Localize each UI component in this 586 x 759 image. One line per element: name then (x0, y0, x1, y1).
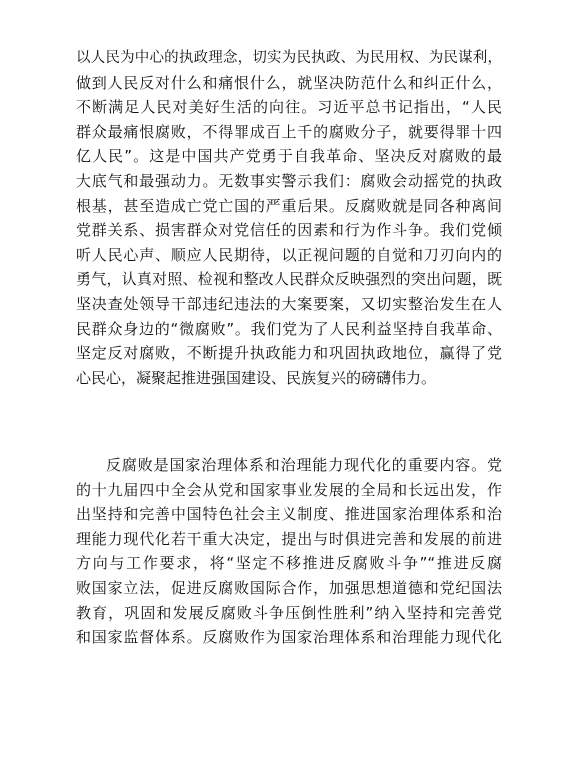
text-line: 根基，甚至造成亡党亡国的严重后果。反腐败就是同各种离间 (76, 196, 502, 215)
text-line: 不断满足人民对美好生活的向往。习近平总书记指出，“人民 (76, 98, 502, 117)
text-line: 党群关系、损害群众对党信任的因素和行为作斗争。我们党倾 (76, 221, 502, 240)
text-line: 民群众身边的“微腐败”。我们党为了人民利益坚持自我革命、 (76, 319, 502, 338)
paragraph-2 (76, 453, 502, 650)
text-line: 反腐败是国家治理体系和治理能力现代化的重要内容。党 (106, 456, 502, 474)
text-line: 坚定反对腐败，不断提升执政能力和巩固执政地位，赢得了党 (76, 344, 502, 363)
text-line: 勇气，认真对照、检视和整改人民群众反映强烈的突出问题，既 (76, 270, 502, 289)
text-line: 坚决查处领导干部违纪违法的大案要案，又切实整治发生在人 (76, 294, 502, 313)
text-line: 以人民为中心的执政理念，切实为民执政、为民用权、为民谋利， (76, 50, 502, 66)
text-line: 方向与工作要求，将“坚定不移推进反腐败斗争”“推进反腐 (76, 554, 502, 573)
text-line: 出坚持和完善中国特色社会主义制度、推进国家治理体系和治 (76, 505, 502, 524)
text-line: 教育，巩固和发展反腐败斗争压倒性胜利”纳入坚持和完善党 (76, 603, 502, 622)
text-line: 听人民心声、顺应人民期待，以正视问题的自觉和刀刃向内的 (76, 245, 502, 264)
text-line: 亿人民”。这是中国共产党勇于自我革命、坚决反对腐败的最 (76, 147, 502, 166)
text-line: 理能力现代化若干重大决定，提出与时俱进完善和发展的前进 (76, 529, 502, 548)
text-line: 大底气和最强动力。无数事实警示我们：腐败会动摇党的执政 (76, 171, 502, 190)
text-line: 败国家立法，促进反腐败国际合作，加强思想道德和党纪国法 (76, 578, 502, 597)
text-line: 群众最痛恨腐败，不得罪成百上千的腐败分子，就要得罪十四 (76, 122, 502, 141)
text-line: 和国家监督体系。反腐败作为国家治理体系和治理能力现代化 (76, 628, 502, 647)
text-line: 的十九届四中全会从党和国家事业发展的全局和长远出发，作 (76, 480, 502, 499)
paragraph-1 (76, 46, 502, 390)
text-line: 做到人民反对什么和痛恨什么，就坚决防范什么和纠正什么， (76, 73, 502, 92)
text-line: 心民心，凝聚起推进强国建设、民族复兴的磅礴伟力。 (76, 368, 437, 387)
